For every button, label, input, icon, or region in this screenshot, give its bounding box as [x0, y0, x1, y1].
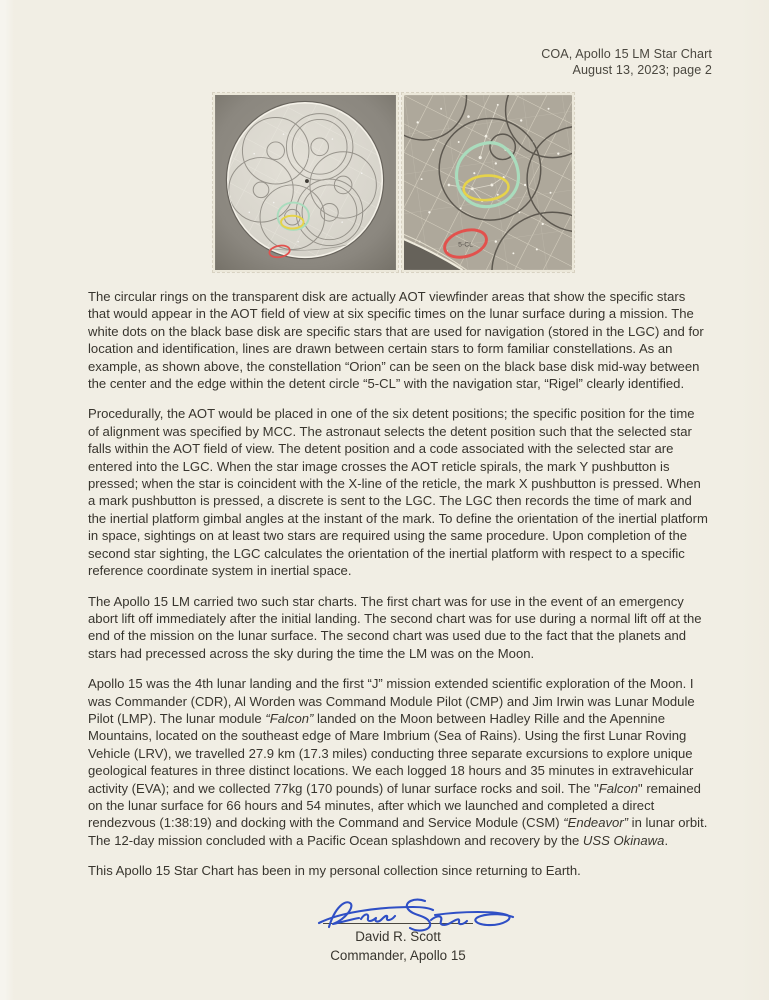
body-paragraph: The Apollo 15 LM carried two such star charts. The first chart was for use in the event of an emergency abort lift off immediately after the initial landing. The second chart was for use during a normal lift off at the end of the mission on the lunar surface. The second chart was used due to the fact that the planets and stars had precessed across the sky during the time the LM was on the Moon.: [88, 593, 702, 661]
body-paragraph: Apollo 15 was the 4th lunar landing and the first “J” mission extended scientific exploration of the Moon. I was Commander (CDR), Al Worden was Command Module Pilot (CMP) and Jim Irwin was Lunar Module Pilot (LMP). The lunar module “Falcon” landed on the Moon between Hadley Rille and the Apennine Mountains, located on the southeast edge of Mare Imbrium (Sea of Rains). Using the first Lunar Roving Vehicle (LRV), we travelled 27.9 km (17.3 miles) conducting three separate excursions to explore unique geological features in three distinct locations. We each logged 18 hours and 35 minutes in extravehicular activity (EVA); and we collected 77kg (170 pounds) of lunar surface rocks and soil. The "Falcon" remained on the lunar surface for 66 hours and 54 minutes, after which we launched and completed a direct rendezvous (1:38:19) and docking with the Command and Service Module (CSM) “Endeavor” in lunar orbit. The 12-day mission concluded with a Pacific Ocean splashdown and recovery by the USS Okinawa.: [88, 676, 708, 848]
body-paragraph: Procedurally, the AOT would be placed in one of the six detent positions; the specific position for the time of alignment was specified by MCC. The astronaut selects the detent position such that the selected star falls within the AOT field of view. The detent position and a code associated with the selected star are entered into the LGC. When the star image crosses the AOT reticle spirals, the mark Y pushbutton is pressed; when the star is coincident with the X-line of the reticle, the mark X pushbutton is pressed. When a mark pushbutton is pressed, a discrete is sent to the LGC. The LGC then records the time of mark and the inertial platform gimbal angles at the instant of the mark. To define the orientation of the inertial platform in space, sightings on at least two stars are required using the same procedure. Upon completion of the second star sighting, the LGC calculates the orientation of the inertial platform with respect to a specific reference coordinate system in inertial space.: [88, 406, 708, 579]
header-date-page: August 13, 2023; page 2: [572, 63, 712, 77]
star-chart-disk-photo: [213, 93, 398, 272]
detent-label: 5-CL: [458, 241, 473, 249]
signature-block: [88, 893, 708, 965]
signer-name: David R. Scott: [355, 928, 441, 944]
letter-body: [88, 288, 708, 965]
signer-title: Commander, Apollo 15: [330, 947, 466, 963]
header-title: COA, Apollo 15 LM Star Chart: [541, 47, 712, 61]
star-chart-photos: [213, 93, 574, 272]
handwritten-signature: [305, 893, 520, 937]
star-chart-closeup-photo: [402, 93, 574, 272]
closing-statement: This Apollo 15 Star Chart has been in my personal collection since returning to Earth.: [88, 863, 581, 879]
page-header: [541, 46, 712, 78]
body-paragraph: The circular rings on the transparent disk are actually AOT viewfinder areas that show the specific stars that would appear in the AOT field of view at six specific times on the lunar surface during a mission. The white dots on the black base disk are specific stars that are used for navigation (stored in the LGC) and for location and identification, lines are drawn between certain stars to form familiar constellations. As an example, as shown above, the constellation “Orion” can be seen on the black base disk mid-way between the center and the edge within the detent circle “5-CL” with the navigation star, “Rigel” clearly identified.: [88, 289, 704, 392]
